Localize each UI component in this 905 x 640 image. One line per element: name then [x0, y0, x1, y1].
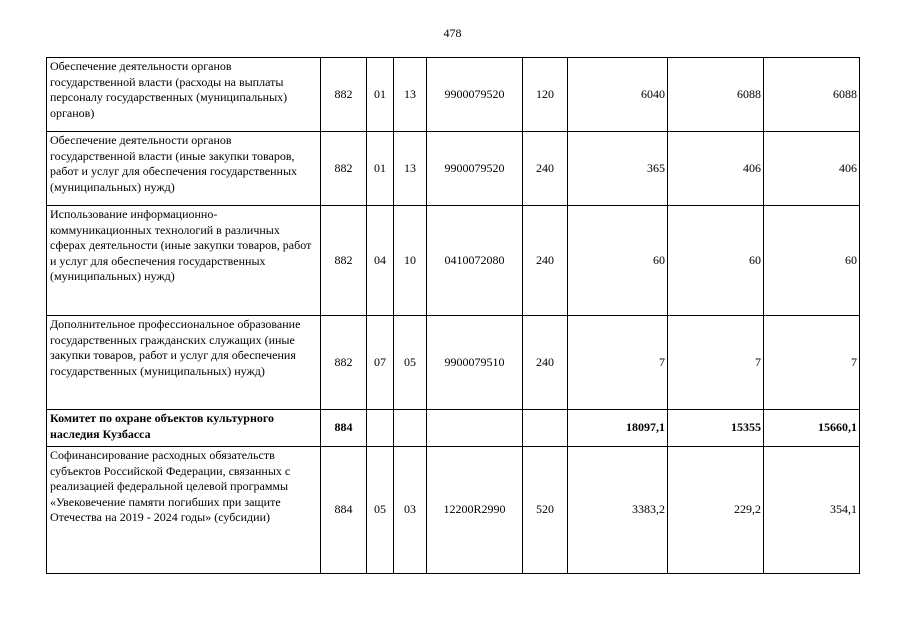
amount-year-1: 6040 — [568, 58, 668, 132]
amount-year-1: 365 — [568, 132, 668, 206]
row-name: Обеспечение деятельности органов государственной власти (иные закупки товаров, работ и услуг для обеспечения государственных (муниципальных) нужд) — [47, 132, 321, 206]
row-name: Комитет по охране объектов культурного наследия Кузбасса — [47, 410, 321, 447]
amount-year-3: 15660,1 — [764, 410, 860, 447]
amount-year-1: 3383,2 — [568, 447, 668, 574]
expense-type-code: 240 — [523, 316, 568, 410]
target-article-code: 9900079520 — [427, 58, 523, 132]
amount-year-3: 60 — [764, 206, 860, 316]
target-article-code: 9900079520 — [427, 132, 523, 206]
amount-year-2: 7 — [668, 316, 764, 410]
amount-year-3: 7 — [764, 316, 860, 410]
amount-year-1: 7 — [568, 316, 668, 410]
table-row — [47, 132, 860, 206]
ved-code: 882 — [321, 206, 367, 316]
section-code: 07 — [367, 316, 394, 410]
expense-type-code: 120 — [523, 58, 568, 132]
ved-code: 882 — [321, 58, 367, 132]
section-code: 01 — [367, 132, 394, 206]
amount-year-3: 6088 — [764, 58, 860, 132]
subsection-code: 13 — [394, 58, 427, 132]
target-article-code: 12200R2990 — [427, 447, 523, 574]
amount-year-3: 354,1 — [764, 447, 860, 574]
subsection-code — [394, 410, 427, 447]
ved-code: 882 — [321, 316, 367, 410]
row-name: Софинансирование расходных обязательств субъектов Российской Федерации, связанных с реализацией федеральной целевой программы «Увековечение памяти погибших при защите Отечества на 2019 - 2024 годы» (субсидии) — [47, 447, 321, 574]
table-row — [47, 410, 860, 447]
section-code: 01 — [367, 58, 394, 132]
amount-year-2: 6088 — [668, 58, 764, 132]
ved-code: 882 — [321, 132, 367, 206]
ved-code: 884 — [321, 410, 367, 447]
subsection-code: 10 — [394, 206, 427, 316]
amount-year-2: 60 — [668, 206, 764, 316]
amount-year-1: 60 — [568, 206, 668, 316]
expense-type-code: 240 — [523, 132, 568, 206]
amount-year-2: 229,2 — [668, 447, 764, 574]
row-name: Обеспечение деятельности органов государственной власти (расходы на выплаты персоналу государственных (муниципальных) органов) — [47, 58, 321, 132]
expense-type-code: 240 — [523, 206, 568, 316]
subsection-code: 13 — [394, 132, 427, 206]
table-row — [47, 447, 860, 574]
section-code — [367, 410, 394, 447]
subsection-code: 03 — [394, 447, 427, 574]
amount-year-3: 406 — [764, 132, 860, 206]
amount-year-1: 18097,1 — [568, 410, 668, 447]
section-code: 04 — [367, 206, 394, 316]
page-number: 478 — [443, 26, 462, 40]
ved-code: 884 — [321, 447, 367, 574]
expense-type-code — [523, 410, 568, 447]
amount-year-2: 406 — [668, 132, 764, 206]
table-row — [47, 58, 860, 132]
expense-type-code: 520 — [523, 447, 568, 574]
section-code: 05 — [367, 447, 394, 574]
table-row — [47, 316, 860, 410]
target-article-code: 9900079510 — [427, 316, 523, 410]
row-name: Дополнительное профессиональное образование государственных гражданских служащих (иные закупки товаров, работ и услуг для обеспечения государственных (муниципальных) нужд) — [47, 316, 321, 410]
target-article-code: 0410072080 — [427, 206, 523, 316]
budget-table — [46, 57, 860, 574]
target-article-code — [427, 410, 523, 447]
amount-year-2: 15355 — [668, 410, 764, 447]
row-name: Использование информационно-коммуникационных технологий в различных сферах деятельности (иные закупки товаров, работ и услуг для обеспечения государственных (муниципальных) нужд) — [47, 206, 321, 316]
subsection-code: 05 — [394, 316, 427, 410]
table-row — [47, 206, 860, 316]
